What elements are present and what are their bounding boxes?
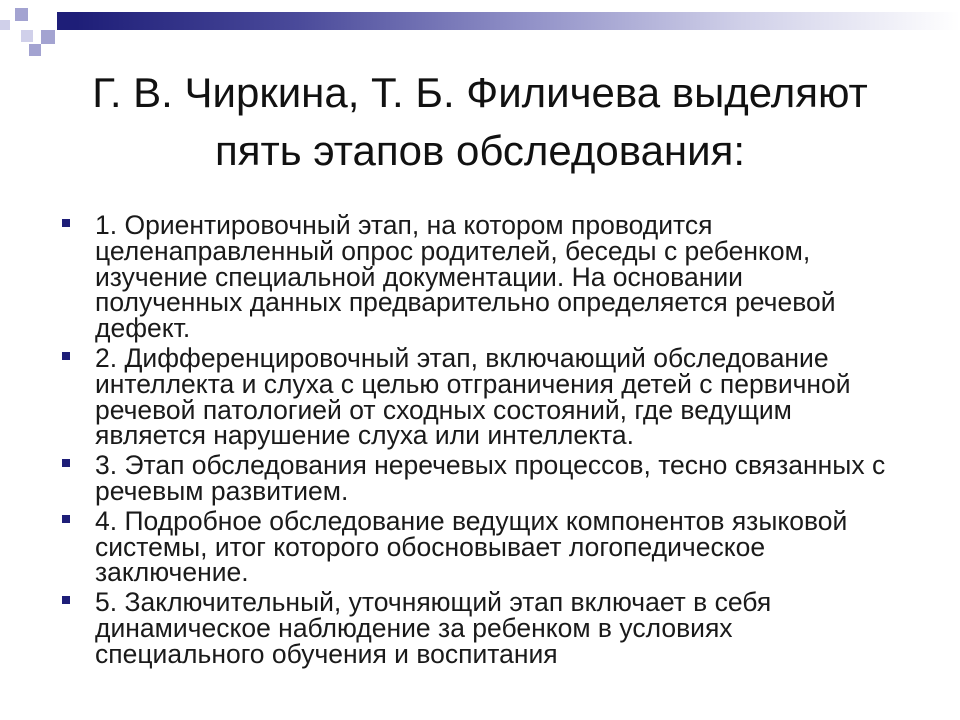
bullet-item-text-line: 3. Этап обследования неречевых процессов, тесно связанных с [95,450,886,481]
bullet-item [0,450,960,506]
corner-decoration-square [0,20,10,30]
bullet-item-text-line: системы, итог которого обосновывает логопедическое [95,531,766,562]
bullet-item-text-line: является нарушение слуха или интеллекта. [95,420,634,451]
bullet-item-text-line: 5. Заключительный, уточняющий этап включает в себя [95,587,772,618]
corner-decoration-square [57,12,76,30]
bullet-item-text-line: заключение. [95,557,249,588]
bullet-item-text-line: 2. Дифференцировочный этап, включающий обследование [95,342,829,373]
corner-decoration-square [29,44,41,56]
corner-decoration-square [21,30,33,42]
bullet-item-text-line: дефект. [95,313,191,344]
bullet-item [0,210,960,344]
square-bullet-icon [62,459,70,467]
bullet-item-text-line: интеллекта и слуха с целью отграничения детей с первичной [95,368,851,399]
bullet-item-text-line: 4. Подробное обследование ведущих компонентов языковой [95,505,848,536]
square-bullet-icon [62,219,70,227]
slide-title [0,64,960,180]
slide-title-line: Г. В. Чиркина, Т. Б. Филичева выделяют [92,69,868,116]
bullet-item-text-line: изучение специальной документации. На основании [95,261,743,292]
bullet-item-text-line: целенаправленный опрос родителей, беседы с ребенком, [95,235,811,266]
bullet-item-text-line: динамическое наблюдение за ребенком в условиях [95,612,733,643]
bullet-item-text-line: полученных данных предварительно определяется речевой [95,287,836,318]
bullet-item [0,342,960,451]
square-bullet-icon [62,515,70,523]
bullet-item-text-line: специального обучения и воспитания [95,638,558,669]
bullet-item-text-line: 1. Ориентировочный этап, на котором проводится [95,210,713,240]
bullet-list [0,210,960,669]
slide-title-line: пять этапов обследования: [214,127,745,174]
bullet-item-text-line: речевой патологией от сходных состояний, где ведущим [95,394,792,425]
square-bullet-icon [62,596,70,604]
bullet-item-text-line: речевым развитием. [95,475,349,506]
square-bullet-icon [62,352,70,360]
corner-decoration-square [15,8,28,21]
header-gradient-bar [76,12,960,30]
bullet-item [0,587,960,669]
bullet-item [0,505,960,588]
corner-decoration-square [41,30,55,44]
